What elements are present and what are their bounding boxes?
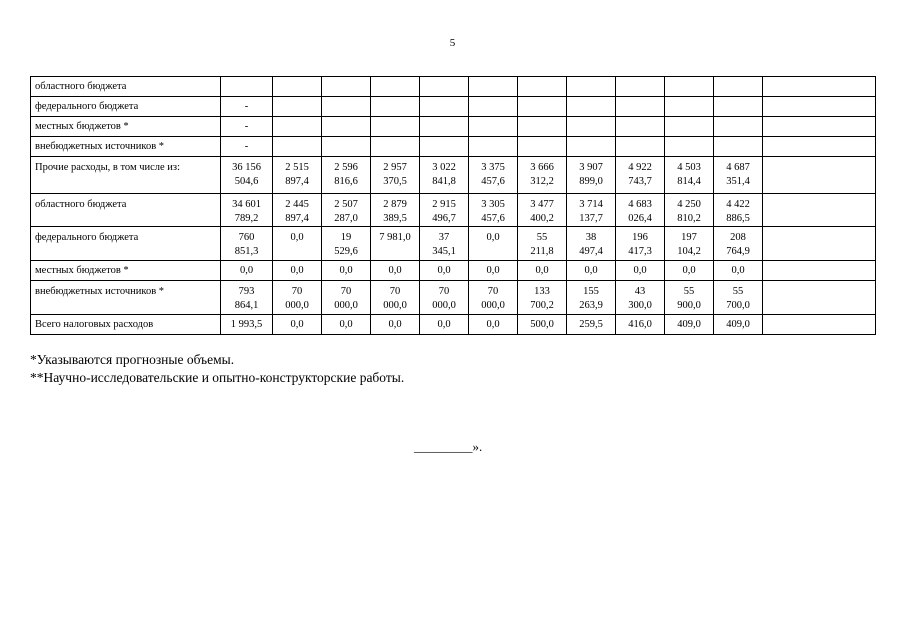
cell-line-2: 389,5 [383, 213, 407, 224]
table-cell [322, 227, 371, 261]
table-cell [567, 227, 616, 261]
table-cell [763, 157, 876, 194]
table-cell [616, 117, 665, 137]
table-cell [273, 117, 322, 137]
cell-line-1: 55 [536, 232, 548, 243]
cell-line-1: 0,0 [437, 319, 451, 330]
table-cell [469, 315, 518, 335]
table-cell [763, 261, 876, 281]
cell-line-2: 370,5 [383, 176, 407, 187]
cell-line-1: - [244, 101, 249, 112]
table-cell [469, 97, 518, 117]
table-cell [518, 281, 567, 315]
cell-line-1: 38 [585, 232, 597, 243]
table-cell [665, 157, 714, 194]
cell-line-2: 810,2 [677, 213, 701, 224]
cell-line-2: 457,6 [481, 176, 505, 187]
table-cell [567, 261, 616, 281]
table-row [31, 117, 876, 137]
table-cell [273, 77, 322, 97]
table-cell [763, 137, 876, 157]
cell-line-2: 841,8 [432, 176, 456, 187]
table-cell [665, 315, 714, 335]
cell-line-1: 208 [730, 232, 746, 243]
cell-line-2: 000,0 [432, 300, 456, 311]
cell-line-2: 764,9 [726, 246, 750, 257]
table-cell [469, 261, 518, 281]
table-cell [371, 194, 420, 227]
table-row [31, 97, 876, 117]
table-cell [616, 77, 665, 97]
table-cell [273, 97, 322, 117]
table-cell [567, 157, 616, 194]
cell-line-1: 55 [732, 286, 744, 297]
table-row [31, 315, 876, 335]
table-cell [616, 227, 665, 261]
cell-line-2: 814,4 [677, 176, 701, 187]
table-cell [714, 97, 763, 117]
cell-line-2: 000,0 [334, 300, 358, 311]
table-cell [616, 97, 665, 117]
cell-line-1: 3 907 [579, 162, 603, 173]
table-row [31, 194, 876, 227]
cell-line-1: 2 879 [383, 199, 407, 210]
table-cell [469, 194, 518, 227]
cell-line-2: 211,8 [530, 246, 554, 257]
table-cell [420, 315, 469, 335]
table-cell [714, 261, 763, 281]
table-cell [371, 137, 420, 157]
cell-line-1: 259,5 [579, 319, 603, 330]
cell-line-2: 457,6 [481, 213, 505, 224]
table-cell [469, 77, 518, 97]
cell-line-1: 70 [389, 286, 401, 297]
table-cell [420, 157, 469, 194]
cell-line-1: 19 [340, 232, 352, 243]
table-cell [371, 157, 420, 194]
cell-line-1: 155 [583, 286, 599, 297]
cell-line-1: 0,0 [290, 319, 304, 330]
table-cell [763, 315, 876, 335]
table-cell [518, 77, 567, 97]
table-cell [518, 194, 567, 227]
cell-line-1: 0,0 [388, 265, 402, 276]
table-cell [714, 315, 763, 335]
footnote-forecast: *Указываются прогнозные объемы. [30, 352, 235, 367]
cell-line-1: 0,0 [339, 265, 353, 276]
table-cell [665, 194, 714, 227]
table-cell [420, 137, 469, 157]
cell-line-1: 0,0 [633, 265, 647, 276]
cell-line-2: 900,0 [677, 300, 701, 311]
cell-line-1: 2 596 [334, 162, 358, 173]
table-row [31, 77, 876, 97]
table-cell [221, 194, 273, 227]
cell-line-1: 3 666 [530, 162, 554, 173]
table-cell [665, 227, 714, 261]
table-cell [221, 261, 273, 281]
cell-line-1: 0,0 [486, 265, 500, 276]
cell-line-1: 4 687 [726, 162, 750, 173]
table-cell [322, 97, 371, 117]
table-row [31, 137, 876, 157]
cell-line-1: 2 957 [383, 162, 407, 173]
table-cell [616, 194, 665, 227]
table-cell [665, 261, 714, 281]
cell-line-1: 409,0 [726, 319, 750, 330]
cell-line-1: 70 [340, 286, 352, 297]
table-cell [371, 281, 420, 315]
table-cell [273, 315, 322, 335]
table-cell [221, 227, 273, 261]
table-cell [322, 117, 371, 137]
cell-line-1: 196 [632, 232, 648, 243]
cell-line-2: 400,2 [530, 213, 554, 224]
row-label: внебюджетных источников * [31, 137, 221, 157]
table-cell [322, 157, 371, 194]
cell-line-1: 0,0 [437, 265, 451, 276]
cell-line-1: 3 022 [432, 162, 456, 173]
cell-line-1: 793 [238, 286, 255, 297]
table-cell [322, 281, 371, 315]
table-cell [714, 117, 763, 137]
table-cell [469, 137, 518, 157]
table-cell [420, 227, 469, 261]
cell-line-1: 4 422 [726, 199, 750, 210]
cell-line-2: 104,2 [677, 246, 701, 257]
cell-line-1: 1 993,5 [230, 319, 263, 330]
cell-line-2: 417,3 [628, 246, 652, 257]
table-cell [273, 281, 322, 315]
table-cell [518, 261, 567, 281]
table-cell [322, 315, 371, 335]
cell-line-2: 897,4 [285, 176, 309, 187]
table-cell [665, 117, 714, 137]
table-cell [567, 281, 616, 315]
table-cell [665, 97, 714, 117]
cell-line-2: 899,0 [579, 176, 603, 187]
row-label: федерального бюджета [31, 227, 221, 261]
cell-line-1: 2 445 [285, 199, 309, 210]
table-cell [273, 261, 322, 281]
table-cell [616, 315, 665, 335]
cell-line-1: 760 [238, 232, 255, 243]
cell-line-2: 789,2 [234, 213, 259, 224]
table-cell [322, 77, 371, 97]
table-cell [518, 97, 567, 117]
table-cell [371, 227, 420, 261]
cell-line-1: 500,0 [530, 319, 554, 330]
cell-line-1: 37 [438, 232, 450, 243]
table-cell [420, 77, 469, 97]
table-cell [616, 157, 665, 194]
cell-line-2: 700,0 [726, 300, 750, 311]
cell-line-2: 851,3 [234, 246, 259, 257]
table-cell [273, 227, 322, 261]
table-cell [221, 97, 273, 117]
table-cell [469, 227, 518, 261]
row-label: областного бюджета [31, 77, 221, 97]
cell-line-1: 4 683 [628, 199, 652, 210]
cell-line-1: 0,0 [486, 319, 500, 330]
cell-line-1: 0,0 [290, 232, 304, 243]
table-cell [518, 315, 567, 335]
table-cell [322, 137, 371, 157]
row-label: Всего налоговых расходов [31, 315, 221, 335]
table-cell [221, 117, 273, 137]
table-row [31, 261, 876, 281]
cell-line-2: 496,7 [432, 213, 456, 224]
page-number: 5 [449, 37, 456, 49]
cell-line-1: 0,0 [388, 319, 402, 330]
cell-line-1: 3 477 [530, 199, 554, 210]
cell-line-1: 4 250 [677, 199, 701, 210]
budget-table [30, 76, 876, 335]
table-cell [763, 77, 876, 97]
cell-line-1: 197 [681, 232, 697, 243]
row-label: внебюджетных источников * [31, 281, 221, 315]
row-label: областного бюджета [31, 194, 221, 227]
table-cell [714, 281, 763, 315]
cell-line-1: 4 503 [677, 162, 701, 173]
table-cell [322, 194, 371, 227]
cell-line-1: 43 [634, 286, 646, 297]
cell-line-1: 3 714 [579, 199, 603, 210]
table-cell [371, 77, 420, 97]
table-cell [665, 281, 714, 315]
table-cell [616, 261, 665, 281]
table-cell [714, 77, 763, 97]
cell-line-2: 287,0 [334, 213, 358, 224]
table-cell [469, 117, 518, 137]
table-cell [420, 261, 469, 281]
table-cell [420, 281, 469, 315]
cell-line-2: 000,0 [285, 300, 309, 311]
cell-line-1: 3 305 [481, 199, 505, 210]
table-cell [518, 117, 567, 137]
cell-line-1: 2 515 [285, 162, 309, 173]
cell-line-1: 2 507 [334, 199, 358, 210]
cell-line-1: 0,0 [239, 265, 254, 276]
cell-line-2: 345,1 [432, 246, 456, 257]
cell-line-1: 7 981,0 [379, 232, 411, 243]
cell-line-1: 0,0 [535, 265, 549, 276]
table-cell [665, 77, 714, 97]
table-cell [273, 137, 322, 157]
cell-line-1: 0,0 [290, 265, 304, 276]
closing-line: _________». [414, 439, 483, 454]
cell-line-1: 70 [291, 286, 303, 297]
cell-line-2: 897,4 [285, 213, 309, 224]
table-cell [616, 281, 665, 315]
table-cell [567, 117, 616, 137]
row-label: местных бюджетов * [31, 261, 221, 281]
table-cell [714, 194, 763, 227]
table-cell [420, 97, 469, 117]
cell-line-1: 4 922 [628, 162, 652, 173]
cell-line-1: - [244, 141, 249, 152]
table-cell [665, 137, 714, 157]
table-cell [763, 227, 876, 261]
cell-line-2: 000,0 [481, 300, 505, 311]
cell-line-1: 55 [683, 286, 695, 297]
cell-line-1: 2 915 [432, 199, 456, 210]
table-cell [469, 281, 518, 315]
table-cell [518, 227, 567, 261]
cell-line-2: 700,2 [530, 300, 554, 311]
table-cell [714, 157, 763, 194]
cell-line-2: 816,6 [334, 176, 358, 187]
table-cell [371, 315, 420, 335]
table-cell [518, 157, 567, 194]
cell-line-1: 34 601 [232, 199, 261, 210]
table-cell [221, 157, 273, 194]
cell-line-2: 312,2 [530, 176, 554, 187]
table-cell [763, 97, 876, 117]
cell-line-1: 70 [487, 286, 499, 297]
cell-line-2: 504,6 [234, 176, 259, 187]
cell-line-2: 886,5 [726, 213, 750, 224]
table-cell [273, 194, 322, 227]
cell-line-2: 351,4 [726, 176, 750, 187]
cell-line-1: 416,0 [628, 319, 652, 330]
table-cell [567, 315, 616, 335]
table-cell [322, 261, 371, 281]
table-cell [518, 137, 567, 157]
table-cell [567, 194, 616, 227]
table-cell [714, 137, 763, 157]
row-label: местных бюджетов * [31, 117, 221, 137]
table-cell [273, 157, 322, 194]
table-cell [420, 117, 469, 137]
cell-line-2: 000,0 [383, 300, 407, 311]
cell-line-2: 300,0 [628, 300, 652, 311]
table-cell [714, 227, 763, 261]
table-cell [371, 97, 420, 117]
table-cell [371, 261, 420, 281]
table-cell [567, 77, 616, 97]
table-cell [221, 137, 273, 157]
cell-line-2: 137,7 [579, 213, 603, 224]
table-cell [567, 97, 616, 117]
table-cell [763, 117, 876, 137]
cell-line-2: 529,6 [334, 246, 358, 257]
table-cell [763, 194, 876, 227]
cell-line-2: 497,4 [579, 246, 603, 257]
cell-line-1: 36 156 [232, 162, 261, 173]
table-cell [567, 137, 616, 157]
table-cell [616, 137, 665, 157]
cell-line-1: 0,0 [486, 232, 500, 243]
cell-line-1: 3 375 [481, 162, 505, 173]
row-label: Прочие расходы, в том числе из: [31, 157, 221, 194]
cell-line-1: 409,0 [677, 319, 701, 330]
cell-line-2: 743,7 [628, 176, 652, 187]
table-cell [469, 157, 518, 194]
footnotes [30, 351, 404, 387]
table-cell [221, 315, 273, 335]
cell-line-1: 70 [438, 286, 450, 297]
table-cell [221, 77, 273, 97]
cell-line-1: 0,0 [584, 265, 598, 276]
cell-line-1: 133 [534, 286, 550, 297]
cell-line-1: - [244, 121, 249, 132]
table-row [31, 281, 876, 315]
cell-line-2: 026,4 [628, 213, 652, 224]
table-cell [221, 281, 273, 315]
cell-line-2: 263,9 [579, 300, 603, 311]
cell-line-1: 0,0 [339, 319, 353, 330]
table-row [31, 157, 876, 194]
table-cell [420, 194, 469, 227]
cell-line-1: 0,0 [682, 265, 696, 276]
row-label: федерального бюджета [31, 97, 221, 117]
table-row [31, 227, 876, 261]
cell-line-2: 864,1 [234, 300, 259, 311]
footnote-rnd: **Научно-исследовательские и опытно-конструкторские работы. [30, 370, 405, 385]
cell-line-1: 0,0 [731, 265, 745, 276]
table-cell [371, 117, 420, 137]
table-cell [763, 281, 876, 315]
